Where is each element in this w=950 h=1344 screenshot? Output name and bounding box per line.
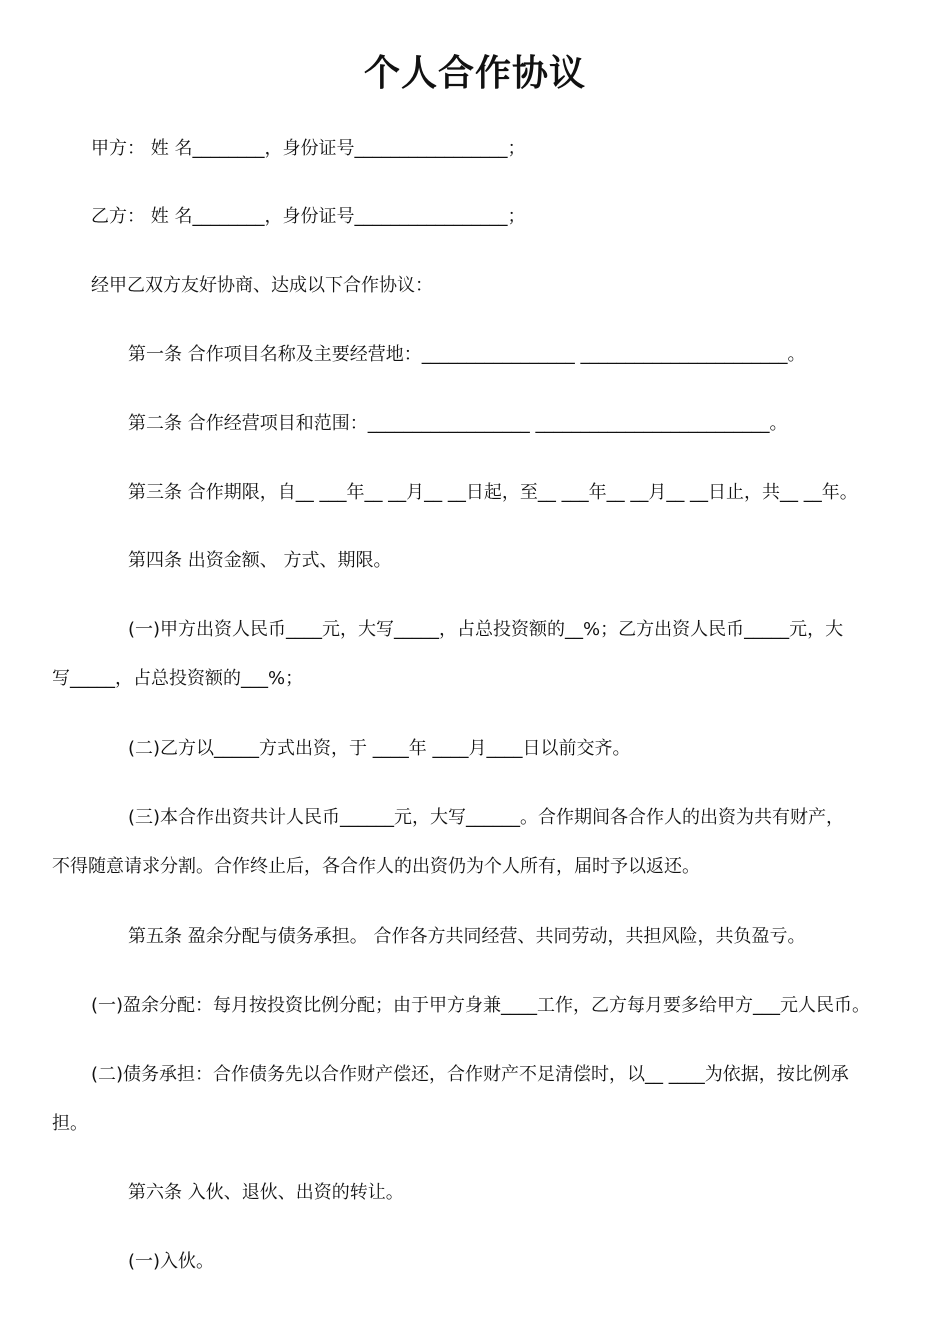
article-4-clause-3-line-2: 不得随意请求分割。合作终止后，各合作人的出资仍为个人所有，届时予以返还。 [52,856,700,877]
article-4-clause-2: (二)乙方以_____方式出资，于 ____年 ____月____日以前交齐。 [128,738,631,759]
article-6-clause-1: (一)入伙。 [128,1251,215,1272]
article-4-clause-1-line-1: (一)甲方出资人民币____元，大写_____，占总投资额的__%；乙方出资人民币_____元，大 [128,619,844,640]
article-5-clause-2-line-2: 担。 [52,1113,88,1134]
document-title: 个人合作协议 [363,53,586,94]
article-5-clause-1: (一)盈余分配：每月按投资比例分配；由于甲方身兼____工作，乙方每月要多给甲方___元人民币。 [91,995,871,1016]
article-4-heading: 第四条 出资金额、 方式、期限。 [128,550,392,571]
party-b-line: 乙方： 姓 名________，身份证号_________________； [91,206,526,227]
preamble-line: 经甲乙双方友好协商、达成以下合作协议： [91,275,433,296]
article-6-heading: 第六条 入伙、退伙、出资的转让。 [128,1182,404,1203]
article-2-line: 第二条 合作经营项目和范围：__________________ __________________________。 [128,413,788,434]
article-3-line: 第三条 合作期限，自__ ___年__ __月__ __日起，至__ ___年__ __月__ __日止，共__ __年。 [128,482,858,503]
article-5-heading: 第五条 盈余分配与债务承担。 合作各方共同经营、共同劳动，共担风险，共负盈亏。 [128,926,806,947]
party-a-line: 甲方： 姓 名________，身份证号_________________； [91,138,526,159]
article-5-clause-2-line-1: (二)债务承担：合作债务先以合作财产偿还，合作财产不足清偿时，以__ ____为依据，按比例承 [91,1064,849,1085]
article-4-clause-3-line-1: (三)本合作出资共计人民币______元，大写______。合作期间各合作人的出资为共有财产， [128,807,845,828]
article-4-clause-1-line-2: 写_____，占总投资额的___%； [52,668,304,689]
article-1-line: 第一条 合作项目名称及主要经营地：_________________ _______________________。 [128,344,806,365]
